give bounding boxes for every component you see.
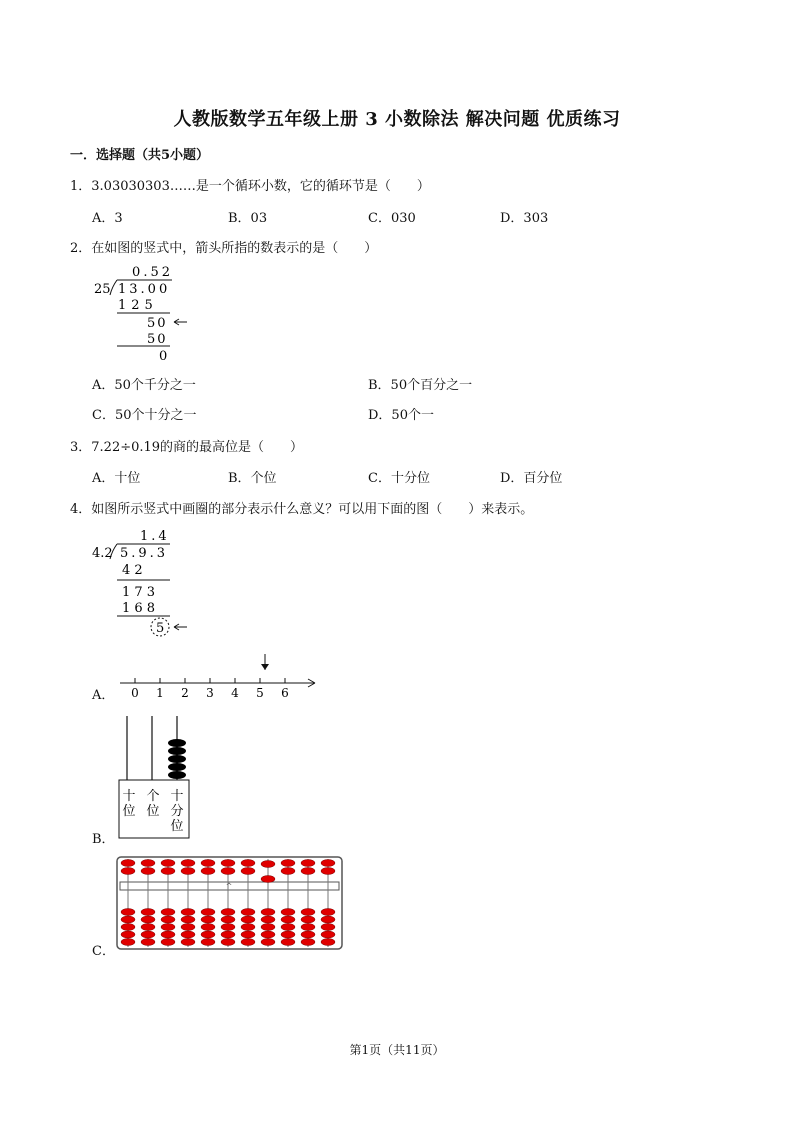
red-abacus-bead: [301, 939, 315, 946]
red-abacus-bead: [201, 931, 215, 938]
q4-dividend: 5.9.3: [120, 546, 169, 561]
red-abacus-bead: [181, 860, 195, 867]
red-abacus-bead: [161, 931, 175, 938]
number-line-tick-label: 0: [131, 686, 139, 700]
number-line-tick-label: 2: [181, 686, 189, 700]
red-abacus-bead: [141, 939, 155, 946]
question-1-stem: 1．3.03030303……是一个循环小数，它的循环节是（ ）: [70, 179, 430, 194]
abacus-bead: [168, 763, 186, 771]
red-abacus-bead: [201, 916, 215, 923]
abacus-bead: [168, 771, 186, 779]
red-abacus-bead: [121, 909, 135, 916]
red-abacus-bead: [301, 916, 315, 923]
q2-row-2: 50: [147, 316, 168, 331]
abacus-label-tenths-3: 位: [170, 819, 184, 834]
red-abacus-bead: [161, 939, 175, 946]
red-abacus-bead: [181, 916, 195, 923]
red-abacus-bead: [221, 924, 235, 931]
red-abacus-bead: [241, 939, 255, 946]
red-abacus-bead: [121, 916, 135, 923]
number-line-tick-label: 1: [156, 686, 164, 700]
q3-option-b[interactable]: B．个位: [228, 471, 277, 486]
red-abacus-bead: [321, 931, 335, 938]
abacus-bead: [168, 747, 186, 755]
red-abacus-figure: [115, 855, 345, 950]
q2-option-d[interactable]: D．50个一: [368, 408, 434, 423]
abacus-label-ones: 个: [146, 789, 160, 804]
q2-row-3: 50: [147, 332, 168, 347]
red-abacus-bead: [301, 868, 315, 875]
q4-quotient: 1.4: [140, 529, 170, 544]
red-abacus-bead: [241, 909, 255, 916]
q4-row-2: 1 7 3: [122, 585, 156, 600]
q3-option-a[interactable]: A．十位: [92, 471, 141, 486]
red-abacus-bead: [221, 916, 235, 923]
red-abacus-bead: [281, 868, 295, 875]
page-title: 人教版数学五年级上册 3 小数除法 解决问题 优质练习: [173, 109, 621, 130]
red-abacus-bead: [261, 861, 275, 868]
red-abacus-bead: [141, 860, 155, 867]
red-abacus-bead: [301, 924, 315, 931]
q1-option-b[interactable]: B．03: [228, 211, 268, 226]
red-abacus-bead: [281, 924, 295, 931]
q4-arrow-icon: [174, 624, 187, 630]
q4-option-c[interactable]: C．: [92, 944, 115, 959]
q2-dividend: 13.00: [118, 282, 171, 297]
abacus-label-tens: 十: [122, 789, 136, 804]
red-abacus-bead: [301, 860, 315, 867]
red-abacus-bead: [241, 868, 255, 875]
red-abacus-bead: [261, 924, 275, 931]
red-abacus-bead: [321, 924, 335, 931]
q4-long-division-figure: [90, 524, 200, 642]
number-line-figure: [115, 650, 325, 700]
number-line-down-arrow-icon: [261, 654, 269, 670]
red-abacus-bead: [221, 868, 235, 875]
q4-divisor: 4.2: [92, 546, 113, 561]
red-abacus-bead: [321, 939, 335, 946]
red-abacus-bead: [181, 909, 195, 916]
red-abacus-bead: [261, 939, 275, 946]
red-abacus-bead: [141, 931, 155, 938]
red-abacus-bead: [201, 868, 215, 875]
q2-option-b[interactable]: B．50个百分之一: [368, 378, 473, 393]
q2-option-a[interactable]: A．50个千分之一: [92, 378, 196, 393]
red-abacus-bead: [281, 939, 295, 946]
red-abacus-bead: [181, 924, 195, 931]
number-line-tick-label: 5: [256, 686, 264, 700]
red-abacus-bead: [221, 939, 235, 946]
red-abacus-bead: [241, 860, 255, 867]
q2-arrow-icon: [174, 319, 187, 325]
red-abacus-bead: [321, 909, 335, 916]
q2-row-1: 125: [118, 298, 158, 313]
red-abacus-bead: [321, 916, 335, 923]
red-abacus-bead: [281, 909, 295, 916]
q2-quotient: 0.52: [132, 265, 173, 280]
abacus-label-tenths: 十: [170, 789, 184, 804]
red-abacus-bead: [201, 939, 215, 946]
red-abacus-bead: [141, 868, 155, 875]
red-abacus-bead: [221, 909, 235, 916]
red-abacus-bead: [161, 924, 175, 931]
q1-option-d[interactable]: D．303: [500, 211, 549, 226]
red-abacus-bead: [201, 924, 215, 931]
red-abacus-bead: [241, 916, 255, 923]
q3-option-c[interactable]: C．十分位: [368, 471, 430, 486]
page-footer: 第1页（共11页）: [349, 1043, 445, 1057]
question-2-stem: 2．在如图的竖式中，箭头所指的数表示的是（ ）: [70, 241, 378, 256]
red-abacus-bead: [261, 931, 275, 938]
q4-row-3: 1 6 8: [122, 601, 156, 616]
red-abacus-bead: [181, 931, 195, 938]
red-abacus-bead: [261, 876, 275, 883]
red-abacus-bead: [161, 909, 175, 916]
number-line-tick-label: 4: [231, 686, 239, 700]
red-abacus-bead: [221, 931, 235, 938]
red-abacus-bead: [121, 860, 135, 867]
red-abacus-bead: [201, 860, 215, 867]
red-abacus-bead: [121, 931, 135, 938]
abacus-place-value-figure: [115, 714, 195, 842]
abacus-label-tenths-2: 分: [170, 804, 184, 819]
section-heading: 一．选择题（共5小题）: [70, 148, 210, 163]
abacus-beads: [168, 739, 186, 779]
red-abacus-bead: [241, 924, 255, 931]
number-line-tick-label: 6: [281, 686, 289, 700]
red-abacus-bead: [121, 868, 135, 875]
abacus-bead: [168, 739, 186, 747]
red-abacus-bead: [261, 916, 275, 923]
question-4-stem: 4．如图所示竖式中画圈的部分表示什么意义？可以用下面的图（ ）来表示。: [70, 502, 534, 517]
q2-option-c[interactable]: C．50个十分之一: [92, 408, 197, 423]
q1-option-a[interactable]: A．3: [92, 211, 123, 226]
red-abacus-bead: [281, 916, 295, 923]
q4-option-a[interactable]: A．: [92, 688, 115, 703]
red-abacus-bead: [281, 860, 295, 867]
number-line-tick-label: 3: [206, 686, 214, 700]
q3-option-d[interactable]: D．百分位: [500, 471, 563, 486]
red-abacus-bead: [181, 868, 195, 875]
red-abacus-bead: [121, 924, 135, 931]
red-abacus-bead: [121, 939, 135, 946]
abacus-label-ones-2: 位: [146, 804, 160, 819]
question-3-stem: 3．7.22÷0.19的商的最高位是（ ）: [70, 440, 304, 455]
red-abacus-bead: [261, 909, 275, 916]
svg-text:^: ^: [225, 882, 233, 891]
red-abacus-bead: [281, 931, 295, 938]
q1-option-c[interactable]: C．030: [368, 211, 416, 226]
q2-divisor: 25: [94, 282, 111, 297]
q2-row-4: 0: [159, 349, 168, 364]
red-abacus-bead: [141, 909, 155, 916]
red-abacus-bead: [161, 860, 175, 867]
red-abacus-bead: [161, 868, 175, 875]
q4-row-1: 4 2: [122, 563, 143, 578]
red-abacus-bead: [321, 868, 335, 875]
abacus-bead: [168, 755, 186, 763]
red-abacus-bead: [181, 939, 195, 946]
red-abacus-bead: [141, 924, 155, 931]
red-abacus-bead: [201, 909, 215, 916]
q4-row-4: 5: [156, 621, 165, 636]
abacus-label-tens-2: 位: [122, 804, 136, 819]
red-abacus-bead: [161, 916, 175, 923]
red-abacus-bead: [241, 931, 255, 938]
q2-long-division-figure: [90, 260, 200, 365]
red-abacus-bead: [301, 909, 315, 916]
red-abacus-bead: [321, 860, 335, 867]
red-abacus-bead: [141, 916, 155, 923]
q4-option-b[interactable]: B．: [92, 832, 115, 847]
red-abacus-bead: [301, 931, 315, 938]
red-abacus-bead: [221, 860, 235, 867]
